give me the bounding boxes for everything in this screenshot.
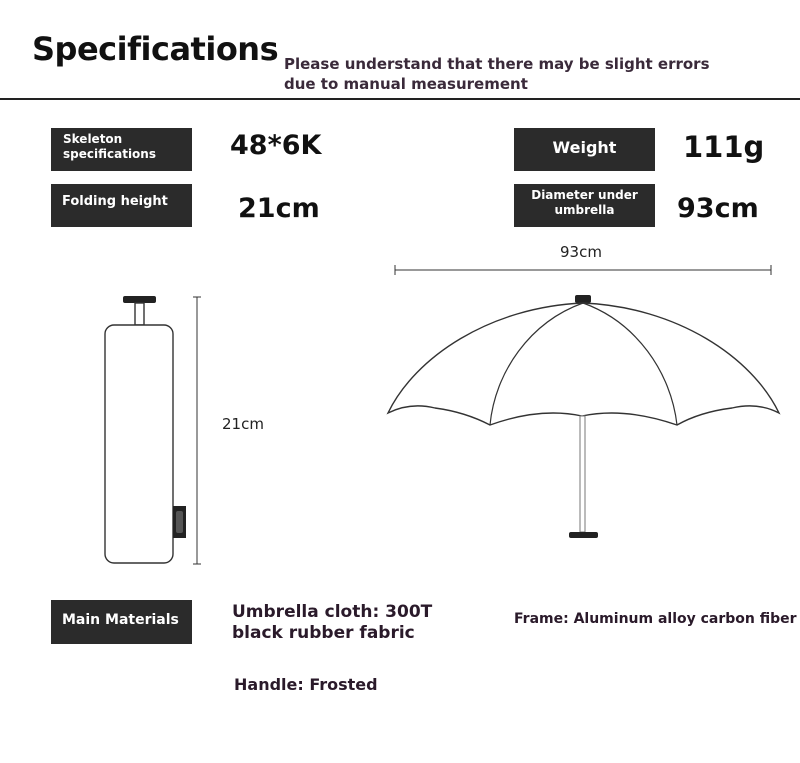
folded-umbrella-body — [105, 325, 173, 563]
diameter-label — [514, 184, 655, 227]
umbrella-pole — [580, 416, 585, 532]
header-divider — [0, 98, 800, 100]
folding-height-label-text: Folding height — [62, 194, 168, 209]
measurement-note: Please understand that there may be slight errors due to manual measurement — [284, 55, 710, 93]
open-umbrella-diagram — [380, 262, 790, 547]
umbrella-cloth-text: Umbrella cloth: 300T black rubber fabric — [232, 602, 433, 643]
weight-label — [514, 128, 655, 171]
diameter-value: 93cm — [677, 193, 759, 224]
height-dimension-label: 21cm — [222, 415, 264, 433]
diameter-label-text: Diameter under umbrella — [531, 188, 638, 217]
folded-umbrella-cap — [123, 296, 156, 303]
folding-height-value: 21cm — [238, 193, 320, 224]
folding-height-label — [51, 184, 192, 227]
folded-umbrella-diagram — [90, 290, 220, 575]
main-materials-label — [51, 600, 192, 644]
main-materials-label-text: Main Materials — [62, 612, 179, 628]
skeleton-label-text: Skeleton specifications — [63, 132, 156, 161]
folded-umbrella-shaft — [135, 303, 144, 325]
diameter-dimension-label: 93cm — [560, 243, 602, 261]
weight-value: 111g — [683, 130, 765, 164]
weight-label-text: Weight — [552, 138, 617, 157]
umbrella-canopy — [388, 303, 779, 425]
umbrella-tip — [575, 295, 591, 303]
handle-text: Handle: Frosted — [234, 675, 378, 694]
skeleton-label — [51, 128, 192, 171]
umbrella-handle — [569, 532, 598, 538]
page-title: Specifications — [32, 30, 279, 68]
frame-text: Frame: Aluminum alloy carbon fiber — [514, 611, 797, 627]
skeleton-value: 48*6K — [230, 130, 322, 161]
